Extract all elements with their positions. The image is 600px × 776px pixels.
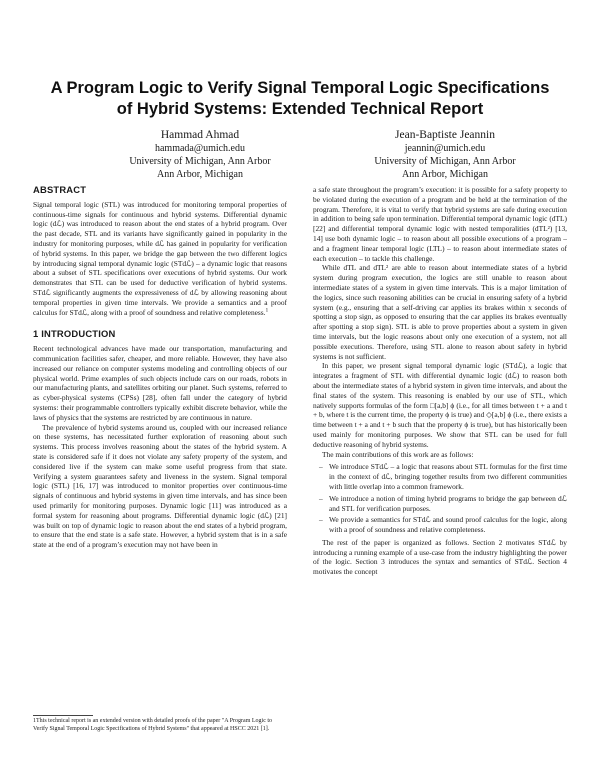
list-item: – We introduce a notion of timing hybrid programs to bridge the gap between dℒ and STL for verification purposes. bbox=[329, 494, 567, 514]
contributions-list bbox=[313, 462, 567, 535]
contributions-intro: The main contributions of this work are as follows: bbox=[322, 449, 474, 459]
footnote: 1This technical report is an extended version with detailed proofs of the paper "A Program Logic to Verify Signal Temporal Logic Specifications of Hybrid Systems" that appeared at HSCC 2021 [1]. bbox=[33, 718, 273, 732]
abstract-heading: ABSTRACT bbox=[33, 184, 87, 195]
author-block-2 bbox=[335, 128, 555, 181]
author-affiliation: University of Michigan, Ann Arbor bbox=[374, 156, 516, 167]
abstract-body: Signal temporal logic (STL) was introduced for monitoring temporal properties of continuous-time signals for continuous and hybrid systems. Differential dynamic logic (dℒ) was introduced to reason about the end states of a hybrid program. Over the past decade, STL and its variants have significantly gained in popularity in the industry for monitoring purposes, while dℒ has gained in popularity for verification of hybrid systems. In this paper, we bridge the gap between the two different logics by introducing signal temporal dynamic logic (STdℒ) – a dynamic logic that reasons about a subset of STL specifications over executions of hybrid systems. Our work demonstrates that STL can be used for deductive verification of hybrid systems. STdℒ significantly augments the expressiveness of dℒ by allowing reasoning about temporal properties in given time intervals. We provide a semantics and a proof calculus for STdℒ, along with a proof of soundness and relative completeness. bbox=[33, 199, 287, 317]
author-email[interactable]: hammada@umich.edu bbox=[154, 143, 245, 154]
author-location: Ann Arbor, Michigan bbox=[402, 169, 488, 180]
introduction-heading: 1 INTRODUCTION bbox=[33, 328, 116, 340]
intro-paragraph-2: The prevalence of hybrid systems around us, coupled with our increased reliance on these systems, has necessitated further exploration of reasoning about such systems. This process involves reasoning about the states of the hybrid system. A state is considered safe if it does not violate any safety property of the system, and considered live if the system can make some useful progress from that state. Verifying a system guarantees safety and liveness in the system. Signal temporal logic (STL) [16, 17] was introduced to monitor properties over continuous-time signals of continuous and hybrid systems in given time intervals, and has since been used primarily for monitoring purposes. Dynamic logic [11] was introduced as a formal system for reasoning about programs. Differential dynamic logic (dℒ) [21] was built on top of dynamic logic to reason about the end states of a hybrid program, to ensure that the end state is a safe state. However, a hybrid system that is in a safe state at the end of a program’s execution may not have been in bbox=[33, 422, 287, 550]
footnote-divider bbox=[33, 715, 93, 716]
author-email[interactable]: jeannin@umich.edu bbox=[404, 143, 486, 154]
right-column bbox=[313, 185, 567, 577]
author-block-1 bbox=[90, 128, 310, 181]
author-name: Hammad Ahmad bbox=[160, 129, 240, 141]
right-paragraph-3: In this paper, we present signal temporal dynamic logic (STdℒ), a logic that integrates a fragment of STL with differential dynamic logic (dℒ) to reason both about the intermediate states of a hybrid system in given time intervals, and about the final states of the system. This reasoning is enabled by our use of STL, which natively supports formulas of the form □[a,b] ϕ (i.e., for all times between t + a and t + b, where t is the current time, the property ϕ is true) and ◇[a,b] ϕ (i.e., there exists a time between t + a and t + b such that the property ϕ is true), but has historically been used mainly for monitoring purposes. We show that STL can be used for full deductive reasoning of hybrid systems. bbox=[313, 361, 567, 449]
author-name: Jean-Baptiste Jeannin bbox=[395, 129, 495, 141]
author-location: Ann Arbor, Michigan bbox=[157, 169, 243, 180]
right-paragraph-2: While dTL and dTL² are able to reason about intermediate states of a hybrid system during program execution, the logics are still unable to reason about intermediate states of a system in given time intervals. This is a major limitation of the logics, since such reasoning abilities can be crucial in ensuring safety of a hybrid system (e.g., ensuring that a self-driving car applies its brakes within x seconds of spotting a stop sign, as opposed to ensuring that the car applies its brakes eventually after spotting a stop sign). STL is able to prove properties about a system in given time intervals, but the logic reasons about only one execution of a system, not all possible executions. Therefore, using STL alone to reason about safety in hybrid systems is not sufficient. bbox=[313, 263, 567, 361]
left-column bbox=[33, 185, 287, 550]
author-affiliation: University of Michigan, Ann Arbor bbox=[129, 156, 271, 167]
list-item: – We introduce STdℒ – a logic that reasons about STL formulas for the first time in the context of dℒ, bringing together results from two different communities with little overlap into a common framework. bbox=[329, 462, 567, 491]
paper-title-line2: of Hybrid Systems: Extended Technical Report bbox=[116, 100, 484, 118]
abstract-text bbox=[33, 200, 287, 318]
right-paragraph-5: The rest of the paper is organized as follows. Section 2 motivates STdℒ by introducing a running example of a use-case from the industry highlighting the power of the logic. Section 3 introduces the syntax and semantics of STdℒ. Section 4 motivates the concept bbox=[313, 537, 567, 577]
intro-paragraph-1: Recent technological advances have made our transportation, manufacturing and communication facilities safer, cheaper, and more reliable. However, they have also increased our reliance on computer systems modeling and controlling objects of our physical world. Prime examples of such objects include cars on our roads, robots in our manufacturing plants, and satellites orbiting our planet. Such systems, referred to as cyber-physical systems (CPSs) [28], often fall under the category of hybrid systems: their programmable controllers typically exhibit discrete behavior, while the laws of physics that the systems are restricted by are continuous in nature. bbox=[33, 344, 287, 422]
list-item: – We provide a semantics for STdℒ and sound proof calculus for the logic, along with a proof of soundness and relative completeness. bbox=[329, 515, 567, 535]
right-paragraph-1: a safe state throughout the program’s execution: it is possible for a safety property to be violated during the execution of a program and be held at the termination of the program. Therefore, it is vital to verify that hybrid systems are safe during execution in addition to being safe upon termination. Differential temporal dynamic logic (dTL) [22] and differential temporal dynamic logic with nested temporalities (dTL²) [13, 14] use both dynamic logic – to reason about all possible executions of a program – and a fragment linear temporal logic (LTL) – to reason about intermediate states of each execution – to tackle this challenge. bbox=[313, 185, 567, 263]
footnote-marker: 1 bbox=[265, 307, 269, 314]
paper-title bbox=[20, 78, 580, 120]
paper-title-line1: A Program Logic to Verify Signal Temporal Logic Specifications bbox=[50, 79, 550, 97]
